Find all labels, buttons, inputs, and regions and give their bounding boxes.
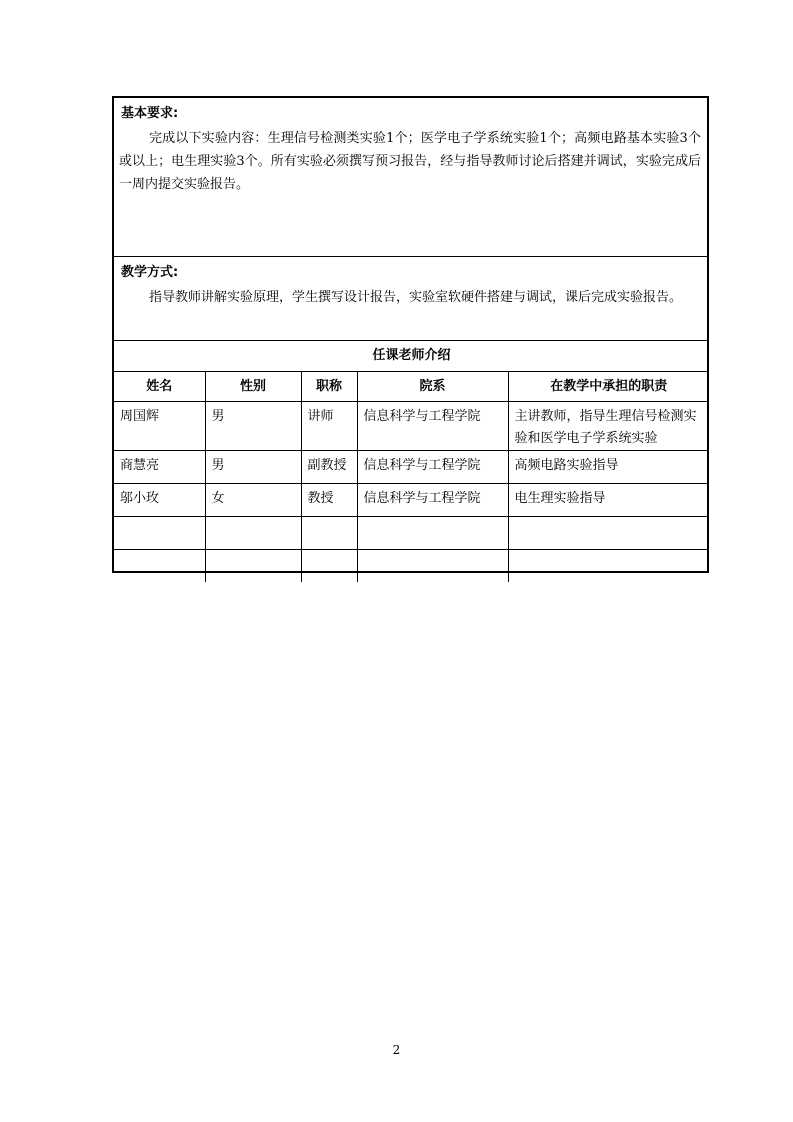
table-row bbox=[114, 402, 709, 451]
cell-department: 信息科学与工程学院 bbox=[357, 402, 508, 451]
cell-name bbox=[114, 550, 205, 583]
cell-duty: 电生理实验指导 bbox=[508, 484, 709, 517]
header-name: 姓名 bbox=[114, 372, 205, 402]
requirements-section bbox=[114, 98, 707, 256]
teaching-section bbox=[114, 257, 707, 340]
staff-title: 任课老师介绍 bbox=[114, 341, 709, 372]
table-row bbox=[114, 550, 709, 583]
table-row bbox=[114, 517, 709, 550]
table-row bbox=[114, 484, 709, 517]
staff-title-row bbox=[114, 341, 709, 372]
cell-department: 信息科学与工程学院 bbox=[357, 451, 508, 484]
cell-department bbox=[357, 517, 508, 550]
cell-department bbox=[357, 550, 508, 583]
cell-duty bbox=[508, 550, 709, 583]
staff-table bbox=[114, 340, 709, 582]
teaching-label: 教学方式: bbox=[121, 265, 179, 280]
staff-header-row bbox=[114, 372, 709, 402]
cell-gender: 男 bbox=[205, 402, 301, 451]
cell-department: 信息科学与工程学院 bbox=[357, 484, 508, 517]
cell-gender bbox=[205, 550, 301, 583]
cell-title: 教授 bbox=[301, 484, 357, 517]
cell-gender bbox=[205, 517, 301, 550]
cell-duty bbox=[508, 517, 709, 550]
requirements-text: 完成以下实验内容：生理信号检测类实验1个；医学电子学系统实验1个；高频电路基本实验3个或以上；电生理实验3个。所有实验必须撰写预习报告，经与指导教师讨论后搭建并调试，实验完成后一周内提交实验报告。 bbox=[119, 131, 701, 192]
cell-title bbox=[301, 550, 357, 583]
cell-name: 商慧亮 bbox=[114, 451, 205, 484]
cell-gender: 女 bbox=[205, 484, 301, 517]
header-gender: 性别 bbox=[205, 372, 301, 402]
header-title: 职称 bbox=[301, 372, 357, 402]
page-number: 2 bbox=[392, 1043, 401, 1057]
cell-gender: 男 bbox=[205, 451, 301, 484]
cell-duty: 主讲教师，指导生理信号检测实验和医学电子学系统实验 bbox=[508, 402, 709, 451]
course-info-frame bbox=[112, 96, 709, 573]
teaching-text: 指导教师讲解实验原理，学生撰写设计报告，实验室软硬件搭建与调试，课后完成实验报告。 bbox=[149, 290, 683, 305]
cell-name: 邬小玫 bbox=[114, 484, 205, 517]
header-department: 院系 bbox=[357, 372, 508, 402]
cell-name bbox=[114, 517, 205, 550]
header-duty: 在教学中承担的职责 bbox=[508, 372, 709, 402]
cell-title: 讲师 bbox=[301, 402, 357, 451]
cell-title bbox=[301, 517, 357, 550]
cell-duty: 高频电路实验指导 bbox=[508, 451, 709, 484]
requirements-label: 基本要求: bbox=[121, 106, 179, 121]
table-row bbox=[114, 451, 709, 484]
cell-name: 周国辉 bbox=[114, 402, 205, 451]
cell-title: 副教授 bbox=[301, 451, 357, 484]
